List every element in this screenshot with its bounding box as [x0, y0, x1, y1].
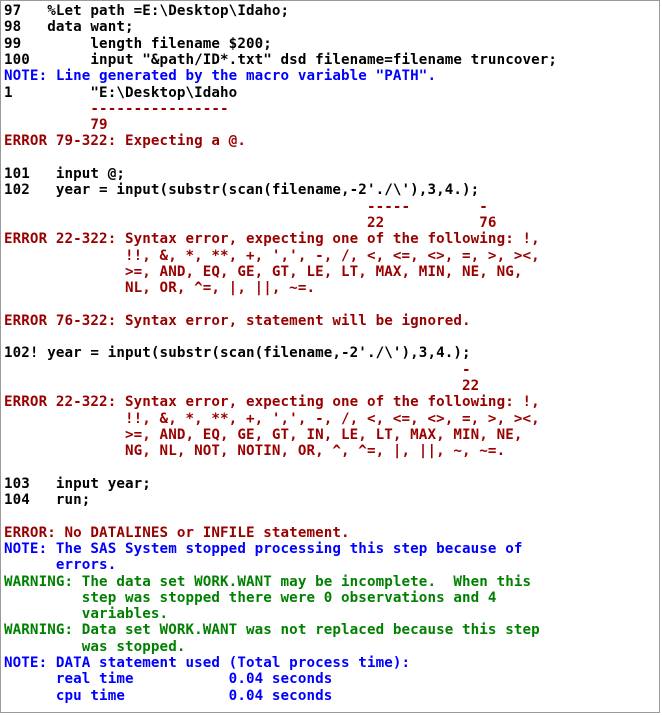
log-note-line-35: errors.: [4, 557, 117, 574]
log-code-line-1: 97 %Let path =E:\Desktop\Idaho;: [4, 3, 290, 19]
log-code-line-4: 100 input "&path/ID*.txt" dsd filename=filename truncover;: [4, 51, 558, 68]
log-code-line-11: 101 input @;: [4, 166, 125, 182]
log-error-line-28: NG, NL, NOT, NOTIN, OR, ^, ^=, |, ||, ~, ~=.: [4, 443, 506, 460]
log-note-line-5: NOTE: Line generated by the macro variable "PATH".: [4, 68, 437, 85]
log-error-line-8: 79: [4, 117, 108, 134]
log-code-line-22: 102! year = input(substr(scan(filename,-2'./\'),3,4.);: [4, 345, 471, 362]
log-error-line-24: 22: [4, 377, 480, 394]
log-code-line-3: 99 length filename $200;: [4, 35, 272, 52]
log-error-line-14: 22 76: [4, 214, 497, 231]
log-code-line-12: 102 year = input(substr(scan(filename,-2'./\'),3,4.);: [4, 182, 480, 199]
log-note-line-42: real time 0.04 seconds: [4, 671, 333, 688]
log-error-line-17: >=, AND, EQ, GE, GT, LE, LT, MAX, MIN, NE, NG,: [4, 263, 523, 280]
log-note-line-34: NOTE: The SAS System stopped processing this step because of: [4, 540, 523, 557]
log-error-line-16: !!, &, *, **, +, ',', -, /, <, <=, <>, =, >, ><,: [4, 247, 540, 264]
log-code-line-6: 1 "E:\Desktop\Idaho: [4, 84, 238, 101]
log-error-line-23: -: [4, 361, 471, 378]
log-error-line-9: ERROR 79-322: Expecting a @.: [4, 133, 246, 150]
log-error-line-7: ----------------: [4, 100, 229, 117]
log-warning-line-40: was stopped.: [4, 638, 186, 655]
log-warning-line-38: variables.: [4, 606, 169, 623]
log-error-line-18: NL, OR, ^=, |, ||, ~=.: [4, 280, 316, 297]
log-warning-line-37: step was stopped there were 0 observations and 4: [4, 589, 497, 606]
log-error-line-25: ERROR 22-322: Syntax error, expecting one of the following: !,: [4, 394, 540, 411]
log-warning-line-39: WARNING: Data set WORK.WANT was not replaced because this step: [4, 622, 540, 639]
log-note-line-41: NOTE: DATA statement used (Total process time):: [4, 655, 411, 671]
log-code-line-30: 103 input year;: [4, 475, 151, 492]
log-note-line-43: cpu time 0.04 seconds: [4, 687, 333, 704]
log-code-line-31: 104 run;: [4, 492, 91, 508]
log-error-line-33: ERROR: No DATALINES or INFILE statement.: [4, 524, 350, 541]
log-warning-line-36: WARNING: The data set WORK.WANT may be incomplete. When this: [4, 573, 532, 590]
log-error-line-27: >=, AND, EQ, GE, GT, IN, LE, LT, MAX, MIN, NE,: [4, 426, 523, 443]
log-error-line-26: !!, &, *, **, +, ',', -, /, <, <=, <>, =, >, ><,: [4, 410, 540, 427]
log-error-line-15: ERROR 22-322: Syntax error, expecting one of the following: !,: [4, 231, 540, 248]
log-error-line-20: ERROR 76-322: Syntax error, statement will be ignored.: [4, 312, 471, 329]
log-error-line-13: ----- -: [4, 198, 488, 215]
log-code-line-2: 98 data want;: [4, 19, 134, 36]
